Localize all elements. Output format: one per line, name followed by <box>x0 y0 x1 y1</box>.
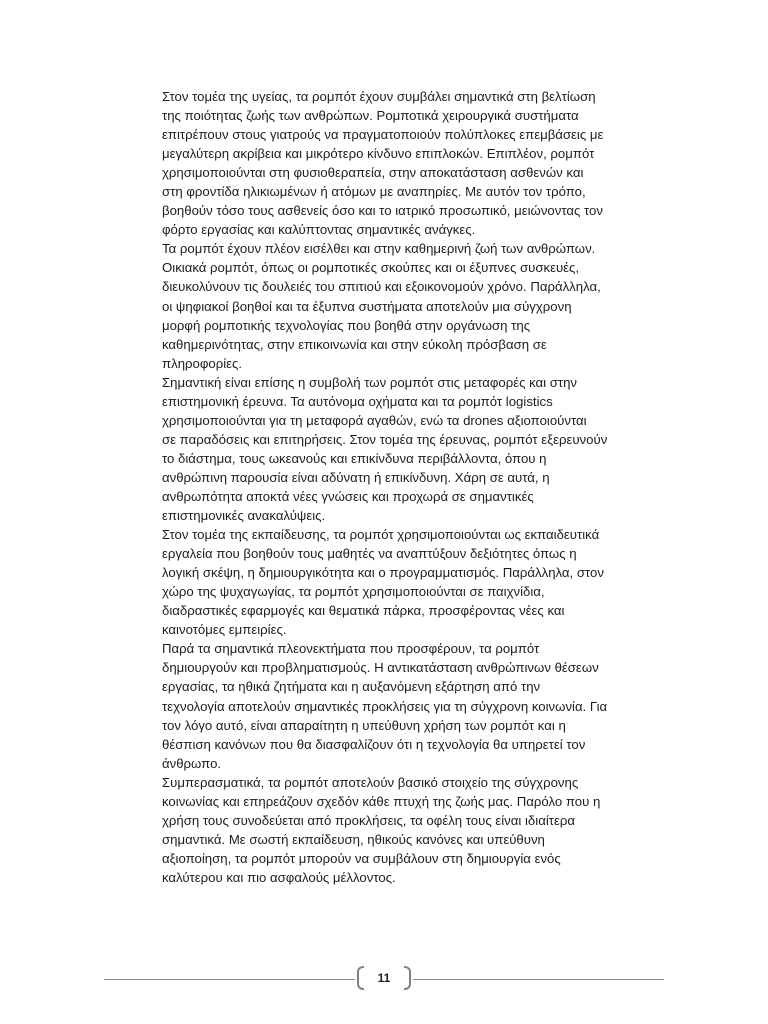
text-line: τεχνολογία αποτελούν σημαντικές προκλήσεις για τη σύγχρονη κοινωνία. Για <box>162 698 608 714</box>
text-line: Σημαντική είναι επίσης η συμβολή των ρομπότ στις μεταφορές και στην <box>162 374 578 390</box>
right-bracket-icon <box>404 966 411 990</box>
text-line: χρησιμοποιούνται στη φυσιοθεραπεία, στην αποκατάσταση ασθενών και <box>162 165 584 181</box>
page-number: 11 <box>377 971 391 985</box>
document-body <box>162 87 662 887</box>
text-line: οι ψηφιακοί βοηθοί και τα έξυπνα συστήματα αποτελούν μια σύγχρονη <box>162 298 572 314</box>
text-line: σε παραδόσεις και επιτηρήσεις. Στον τομέα της έρευνας, ρομπότ εξερευνούν <box>162 431 608 447</box>
page-footer <box>104 964 664 994</box>
text-line: ανθρωπότητα αποκτά νέες γνώσεις και προχωρά σε σημαντικές <box>162 488 534 504</box>
text-line: σημαντικά. Με σωστή εκπαίδευση, ηθικούς κανόνες και υπεύθυνη <box>162 831 545 847</box>
text-line: Συμπερασματικά, τα ρομπότ αποτελούν βασικό στοιχείο της σύγχρονης <box>162 774 579 790</box>
text-line: Οικιακά ρομπότ, όπως οι ρομποτικές σκούπες και οι έξυπνες συσκευές, <box>162 260 580 276</box>
text-line: επιστημονική έρευνα. Τα αυτόνομα οχήματα και τα ρομπότ logistics <box>162 393 553 409</box>
text-line: χώρο της ψυχαγωγίας, τα ρομπότ χρησιμοποιούνται σε παιχνίδια, <box>162 584 545 600</box>
text-line: Στον τομέα της υγείας, τα ρομπότ έχουν συμβάλει σημαντικά στη βελτίωση <box>162 89 596 104</box>
text-line: της ποιότητας ζωής των ανθρώπων. Ρομποτικά χειρουργικά συστήματα <box>162 108 579 124</box>
text-line: διευκολύνουν τις δουλειές του σπιτιού και εξοικονομούν χρόνο. Παράλληλα, <box>162 279 601 295</box>
text-line: μεγαλύτερη ακρίβεια και μικρότερο κίνδυνο επιπλοκών. Επιπλέον, ρομπότ <box>162 146 595 162</box>
text-line: μορφή ρομποτικής τεχνολογίας που βοηθά στην οργάνωση της <box>162 317 531 333</box>
text-line: επιτρέπουν στους γιατρούς να πραγματοποιούν πολύπλοκες επεμβάσεις με <box>162 127 604 143</box>
text-line: καλύτερου και πιο ασφαλούς μέλλοντος. <box>162 869 396 885</box>
text-line: Τα ρομπότ έχουν πλέον εισέλθει και στην καθημερινή ζωή των ανθρώπων. <box>162 241 596 257</box>
page-number-box <box>355 964 413 994</box>
text-line: ανθρώπινη παρουσία είναι αδύνατη ή επικίνδυνη. Χάρη σε αυτά, η <box>162 469 550 485</box>
text-line: τον λόγο αυτό, είναι απαραίτητη η υπεύθυνη χρήση των ρομπότ και η <box>162 717 566 733</box>
text-line: χρήση τους συνοδεύεται από προκλήσεις, τα οφέλη τους είναι ιδιαίτερα <box>162 812 575 828</box>
text-line: εργασίας, τα ηθικά ζητήματα και η αυξανόμενη εξάρτηση από την <box>162 679 541 695</box>
text-line: χρησιμοποιούνται για τη μεταφορά αγαθών, ενώ τα drones αξιοποιούνται <box>162 412 587 428</box>
text-line: καινοτόμες εμπειρίες. <box>162 622 287 638</box>
text-line: άνθρωπο. <box>162 755 222 771</box>
text-line: διαδραστικές εφαρμογές και θεματικά πάρκα, προσφέροντας νέες και <box>162 603 565 619</box>
text-line: επιστημονικές ανακαλύψεις. <box>162 508 326 524</box>
text-line: στη φροντίδα ηλικιωμένων ή ατόμων με αναπηρίες. Με αυτόν τον τρόπο, <box>162 184 586 200</box>
text-line: Παρά τα σημαντικά πλεονεκτήματα που προσφέρουν, τα ρομπότ <box>162 641 540 657</box>
text-line: βοηθούν τόσο τους ασθενείς όσο και το ιατρικό προσωπικό, μειώνοντας τον <box>162 203 603 219</box>
text-line: λογική σκέψη, η δημιουργικότητα και ο προγραμματισμός. Παράλληλα, στον <box>162 565 604 581</box>
text-line: Στον τομέα της εκπαίδευσης, τα ρομπότ χρησιμοποιούνται ως εκπαιδευτικά <box>162 527 600 543</box>
text-line: κοινωνίας και επηρεάζουν σχεδόν κάθε πτυχή της ζωής μας. Παρόλο που η <box>162 793 601 809</box>
text-line: καθημερινότητας, στην επικοινωνία και στην εύκολη πρόσβαση σε <box>162 336 547 352</box>
text-line: αξιοποίηση, τα ρομπότ μπορούν να συμβάλουν στη δημιουργία ενός <box>162 850 561 866</box>
text-line: το διάστημα, τους ωκεανούς και επικίνδυνα περιβάλλοντα, όπου η <box>162 450 547 466</box>
text-line: εργαλεία που βοηθούν τους μαθητές να αναπτύξουν δεξιότητες όπως η <box>162 546 577 562</box>
text-line: φόρτο εργασίας και καλύπτοντας σημαντικές ανάγκες. <box>162 222 476 238</box>
text-line: δημιουργούν και προβληματισμούς. Η αντικατάσταση ανθρώπινων θέσεων <box>162 660 599 676</box>
text-line: πληροφορίες. <box>162 355 243 371</box>
text-line: θέσπιση κανόνων που θα διασφαλίζουν ότι η τεχνολογία θα υπηρετεί τον <box>162 736 586 752</box>
